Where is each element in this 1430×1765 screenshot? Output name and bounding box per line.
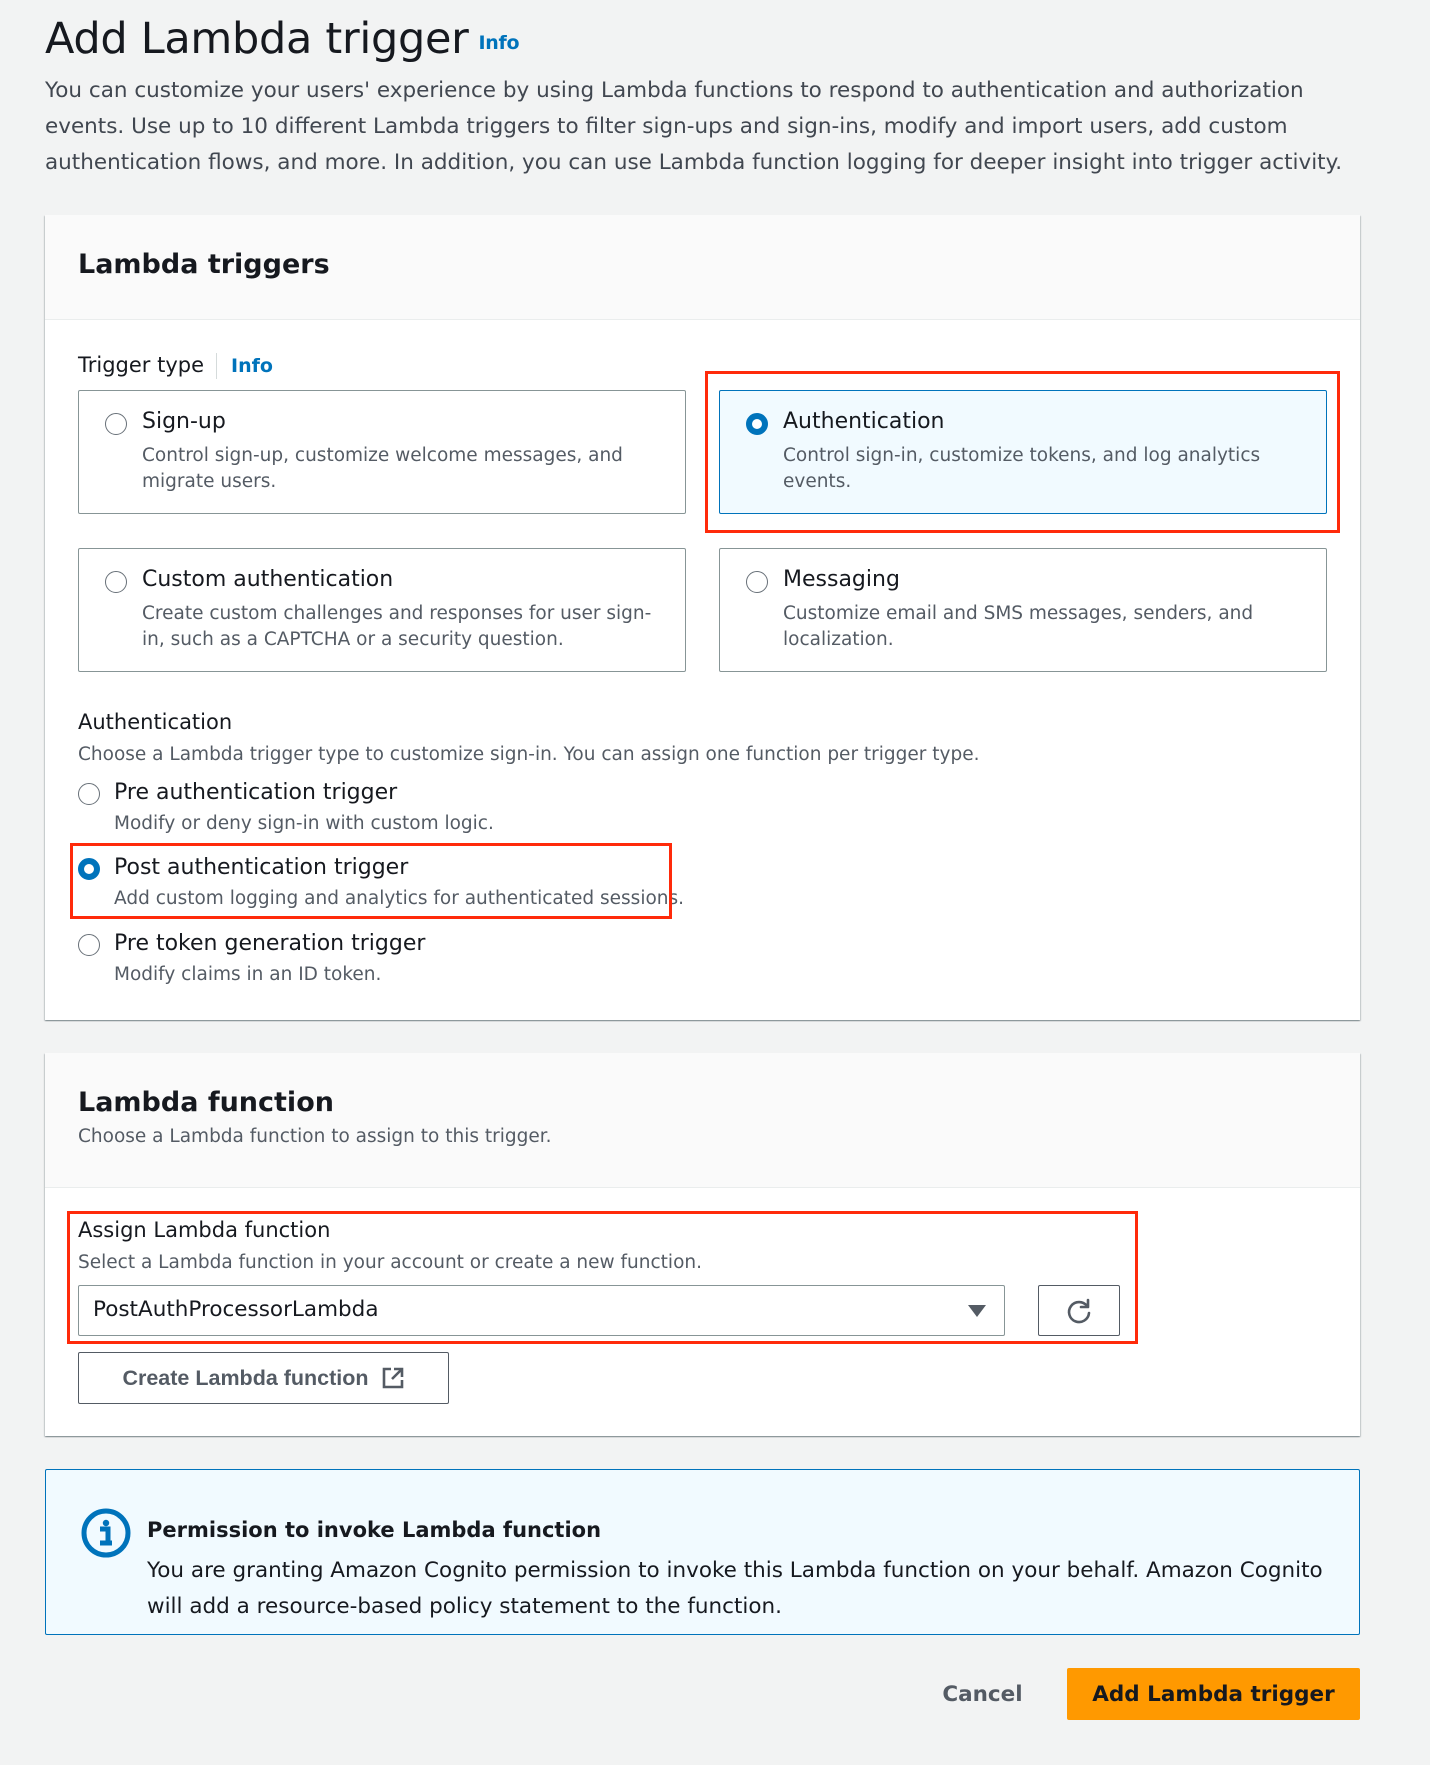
option-description: Modify claims in an ID token. xyxy=(114,964,382,985)
lambda-function-select[interactable] xyxy=(78,1285,1005,1336)
lambda-triggers-panel xyxy=(45,215,1360,1020)
tile-custom-authentication[interactable] xyxy=(78,548,686,672)
tile-description: Create custom challenges and responses for user sign-in, such as a CAPTCHA or a security question. xyxy=(142,603,652,650)
radio-custom-authentication[interactable] xyxy=(105,571,127,593)
tile-description: Customize email and SMS messages, senders, and localization. xyxy=(783,603,1254,650)
refresh-icon xyxy=(1065,1297,1093,1325)
tile-description: Control sign-up, customize welcome messages, and migrate users. xyxy=(142,445,623,492)
tile-title: Messaging xyxy=(783,567,900,592)
add-lambda-trigger-button[interactable]: Add Lambda trigger xyxy=(1067,1668,1360,1720)
create-lambda-function-button[interactable] xyxy=(78,1352,449,1404)
cancel-button[interactable]: Cancel xyxy=(935,1668,1030,1720)
external-link-icon xyxy=(381,1366,405,1390)
page-title xyxy=(45,14,519,64)
tile-title: Sign-up xyxy=(142,409,226,434)
radio-authentication[interactable] xyxy=(746,413,768,435)
page-description: You can customize your users' experience by using Lambda functions to respond to authentication and authorization events. Use up to 10 different Lambda triggers to filter sign-ups and sign-ins, modify and import users, add custom authentication flows, and more. In addition, you can use Lambda function logging for deeper insight into trigger activity. xyxy=(45,78,1343,175)
radio-pre-authentication[interactable] xyxy=(78,783,100,805)
lambda-function-title: Lambda function xyxy=(78,1087,334,1118)
option-title: Post authentication trigger xyxy=(114,855,409,880)
alert-title: Permission to invoke Lambda function xyxy=(147,1518,602,1542)
option-description: Add custom logging and analytics for authenticated sessions. xyxy=(114,888,685,909)
trigger-type-label xyxy=(78,353,273,379)
create-button-label: Create Lambda function xyxy=(122,1365,369,1390)
page-title-text: Add Lambda trigger xyxy=(45,14,469,64)
caret-down-icon xyxy=(968,1305,986,1317)
selected-function-value: PostAuthProcessorLambda xyxy=(93,1297,379,1322)
lambda-triggers-title: Lambda triggers xyxy=(78,249,330,280)
tile-authentication[interactable] xyxy=(719,390,1327,514)
option-description: Modify or deny sign-in with custom logic. xyxy=(114,813,494,834)
lambda-function-subtitle: Choose a Lambda function to assign to this trigger. xyxy=(78,1126,552,1147)
auth-group-description: Choose a Lambda trigger type to customize sign-in. You can assign one function per trigger type. xyxy=(78,744,980,765)
permission-info-alert xyxy=(45,1469,1360,1635)
assign-function-label: Assign Lambda function xyxy=(78,1218,331,1242)
radio-post-authentication[interactable] xyxy=(78,858,100,880)
tile-title: Custom authentication xyxy=(142,567,394,592)
label-separator xyxy=(216,353,217,379)
option-title: Pre authentication trigger xyxy=(114,780,398,805)
assign-function-description: Select a Lambda function in your account or create a new function. xyxy=(78,1252,702,1273)
radio-sign-up[interactable] xyxy=(105,413,127,435)
option-title: Pre token generation trigger xyxy=(114,931,426,956)
refresh-button[interactable] xyxy=(1038,1285,1120,1336)
lambda-function-header xyxy=(45,1053,1360,1188)
tile-messaging[interactable] xyxy=(719,548,1327,672)
trigger-type-info-link[interactable]: Info xyxy=(231,355,273,377)
lambda-function-panel xyxy=(45,1053,1360,1436)
alert-body: You are granting Amazon Cognito permission to invoke this Lambda function on your behalf. Amazon Cognito will add a resource-based policy statement to the function. xyxy=(147,1558,1323,1619)
lambda-triggers-header xyxy=(45,215,1360,320)
radio-pre-token-generation[interactable] xyxy=(78,934,100,956)
tile-title: Authentication xyxy=(783,409,945,434)
trigger-type-label-text: Trigger type xyxy=(78,353,205,377)
title-info-link[interactable]: Info xyxy=(478,32,520,54)
info-circle-icon xyxy=(80,1507,132,1559)
tile-sign-up[interactable] xyxy=(78,390,686,514)
radio-messaging[interactable] xyxy=(746,571,768,593)
auth-group-label: Authentication xyxy=(78,710,233,734)
tile-description: Control sign-in, customize tokens, and log analytics events. xyxy=(783,445,1261,492)
